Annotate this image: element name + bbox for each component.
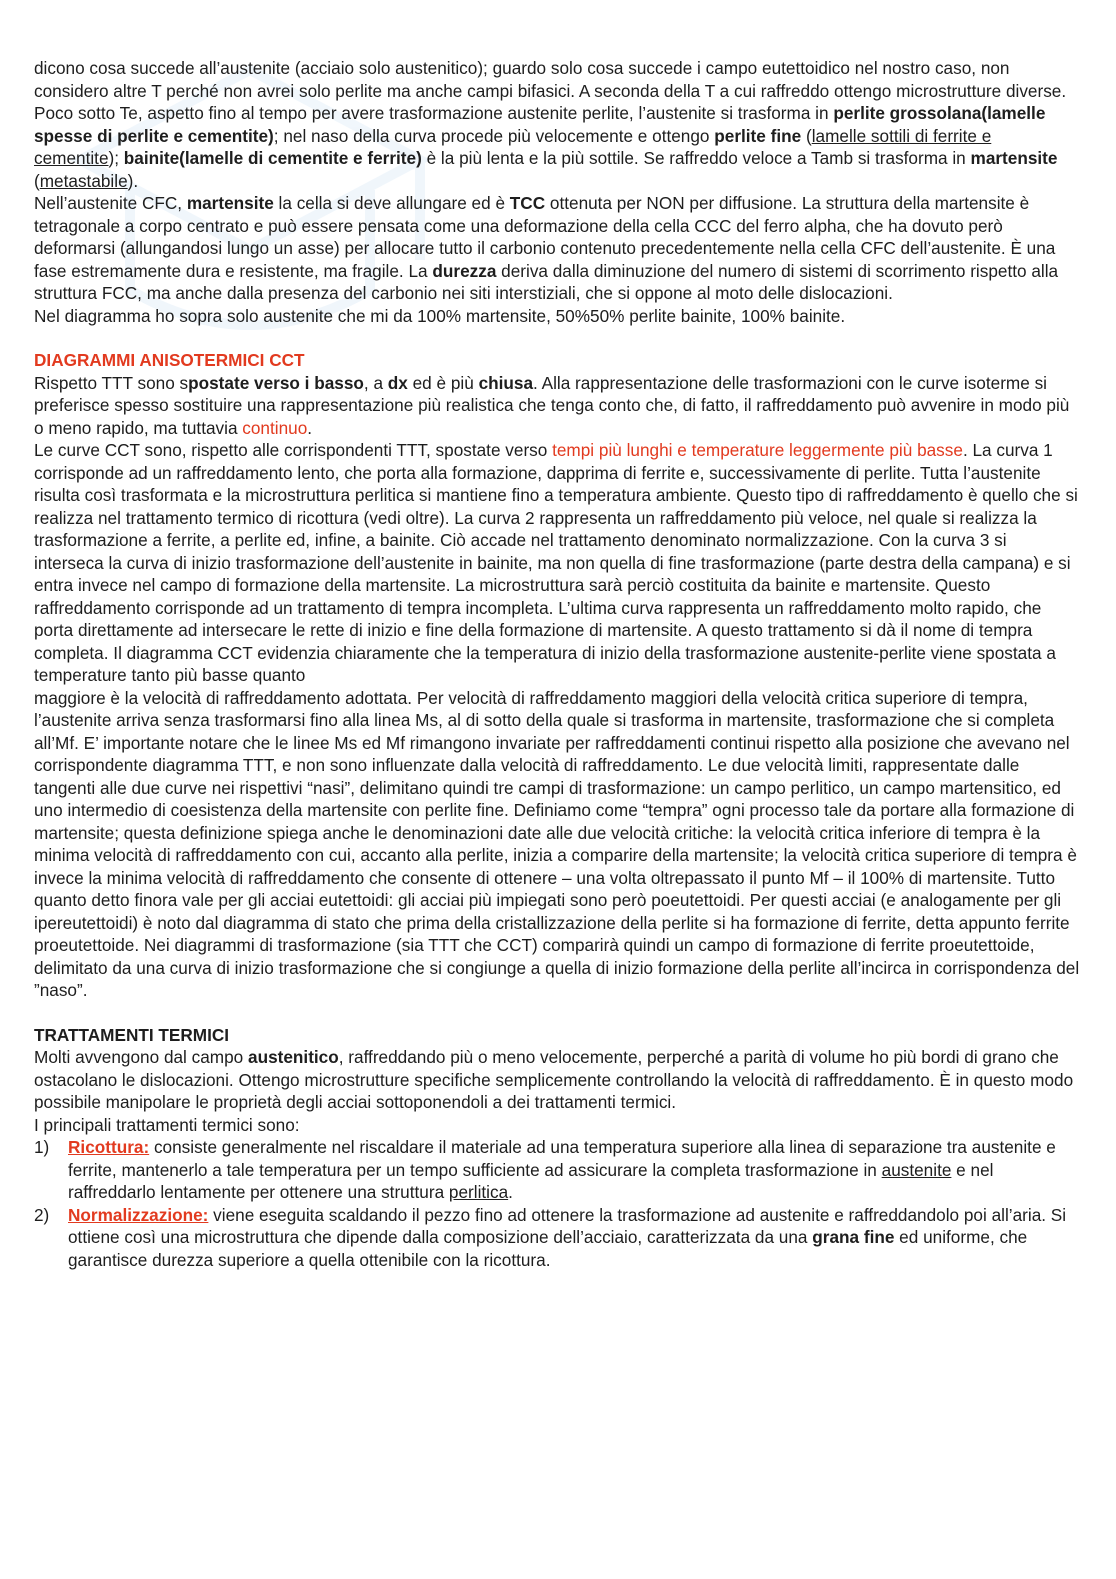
- section-heading-cct: DIAGRAMMI ANISOTERMICI CCT: [34, 350, 305, 370]
- intro-paragraph-3: Nell’austenite CFC, martensite la cella si deve allungare ed è TCC ottenuta per NON per diffusione. La struttura della martensite è tetragonale a corpo centrato e può essere pensata come una deformazione della cella CCC del ferro alpha, che ha dovuto però deformarsi (allungandosi lungo un asse) per allocare tutto il carbonio contenuto precedentemente nella cella CFC dell’austenite. È una fase estremamente dura e resistente, ma fragile. La durezza deriva dalla diminuzione del numero di sistemi di scorrimento rispetto alla struttura FCC, ma anche dalla presenza del carbonio nei siti interstiziali, che si oppone al moto delle dislocazioni.: [34, 193, 1059, 303]
- list-item: 1) Ricottura: consiste generalmente nel riscaldare il materiale ad una temperatura superiore alla linea di separazione tra austenite e ferrite, mantenerlo a tale temperatura per un tempo sufficiente ad assicurare la completa trasformazione in austenite e nel raffreddarlo lentamente per ottenere una struttura perlitica.: [34, 1137, 1056, 1202]
- tt-paragraph-2: I principali trattamenti termici sono:: [34, 1114, 300, 1135]
- treatments-list: [34, 1136, 1080, 1271]
- intro-paragraph-1: dicono cosa succede all’austenite (acciaio solo austenitico); guardo solo cosa succede i campo eutettoidico nel nostro caso, non considero altre T perché non avrei solo perlite ma anche campi bifasici. A seconda della T a cui raffreddo ottengo microstrutture diverse.: [34, 58, 1067, 101]
- intro-paragraph-4: Nel diagramma ho sopra solo austenite che mi da 100% martensite, 50%50% perlite bainite, 100% bainite.: [34, 305, 846, 326]
- term-normalizzazione: Normalizzazione:: [68, 1204, 209, 1225]
- cct-paragraph-2: Le curve CCT sono, rispetto alle corrispondenti TTT, spostate verso tempi più lunghi e temperature leggermente più basse. La curva 1 corrisponde ad un raffreddamento lento, che porta alla formazione, dapprima di ferrite e, successivamente di perlite. Tutta l’austenite risulta così trasformata e la microstruttura perlitica si mantiene fino a temperatura ambiente. Questo tipo di raffreddamento è quello che si realizza nel trattamento termico di ricottura (vedi oltre). La curva 2 rappresenta un raffreddamento più veloce, nel quale si realizza la trasformazione a ferrite, a perlite ed, infine, a bainite. Ciò accade nel trattamento denominato normalizzazione. Con la curva 3 si interseca la curva di inizio trasformazione dell’austenite in bainite, ma non quella di fine trasformazione (parte destra della campana) e si entra invece nel campo di formazione della martensite. La microstruttura sarà perciò costituita da bainite e martensite. Questo raffreddamento corrisponde ad un trattamento di tempra incompleta. L’ultima curva rappresenta un raffreddamento molto rapido, che porta direttamente ad intersecare le rette di inizio e fine della formazione di martensite. A questo trattamento si dà il nome di tempra completa. Il diagramma CCT evidenzia chiaramente che la temperatura di inizio della trasformazione austenite-perlite viene spostata a temperature tanto più basse quanto: [34, 440, 1078, 685]
- intro-paragraph-2: Poco sotto Te, aspetto fino al tempo per avere trasformazione austenite perlite, l’austenite si trasforma in perlite grossolana(lamelle spesse di perlite e cementite); nel naso della curva procede più velocemente e ottengo perlite fine (lamelle sottili di ferrite e cementite); bainite(lamelle di cementite e ferrite) è la più lenta e la più sottile. Se raffreddo veloce a Tamb si trasforma in martensite (metastabile).: [34, 103, 1058, 191]
- list-item: 2) Normalizzazione: viene eseguita scaldando il pezzo fino ad ottenere la trasformazione ad austenite e raffreddandolo poi all’aria. Si ottiene così una microstruttura che dipende dalla composizione dell’acciaio, caratterizzata da una grana fine ed uniforme, che garantisce durezza superiore a quella ottenibile con la ricottura.: [34, 1204, 1067, 1270]
- cct-paragraph-1: Rispetto TTT sono spostate verso i basso, a dx ed è più chiusa. Alla rappresentazione delle trasformazioni con le curve isoterme si preferisce spesso sostituire una rappresentazione più realistica che tenga conto che, di fatto, il raffreddamento può avvenire in modo più o meno rapido, ma tuttavia continuo.: [34, 372, 1070, 438]
- term-ricottura: Ricottura:: [68, 1137, 150, 1157]
- text-column: [34, 57, 1080, 1271]
- term-perlite-grossolana: perlite grossolana(lamelle spesse di perlite e cementite): [34, 103, 1046, 146]
- term-perlite-fine: perlite fine: [714, 125, 802, 146]
- section-heading-trattamenti: TRATTAMENTI TERMICI: [34, 1024, 230, 1045]
- cct-paragraph-3: maggiore è la velocità di raffreddamento adottata. Per velocità di raffreddamento maggiori della velocità critica superiore di tempra, l’austenite arriva senza trasformarsi fino alla linea Ms, al di sotto della quale si trasforma in martensite, trasformazione che si completa all’Mf. E’ importante notare che le linee Ms ed Mf rimangono invariate per raffreddamenti continui rispetto alla posizione che avevano nel corrispondente diagramma TTT, e non sono influenzate dalla velocità di raffreddamento. Le due velocità limiti, rappresentate dalle tangenti alle due curve nei rispettivi “nasi”, delimitano quindi tre campi di trasformazione: un campo perlitico, un campo martensitico, ed uno intermedio di coesistenza della martensite con perlite fine. Definiamo come “tempra” ogni processo tale da portare alla formazione di martensite; questa definizione spiega anche le denominazioni date alle due velocità critiche: la velocità critica inferiore di tempra è la minima velocità di raffreddamento con cui, accanto alla perlite, inizia a comparire della martensite; la velocità critica superiore di tempra è invece la minima velocità di raffreddamento che consente di ottenere – una volta oltrepassato il punto Mf – il 100% di martensite. Tutto quanto detto finora vale per gli acciai eutettoidi: gli acciai più impiegati sono però poeutettoidi. Per questi acciai (e analogamente per gli ipereutettoidi) è noto dal diagramma di stato che prima della cristallizzazione della perlite si ha formazione di ferrite, detta appunto ferrite proeutettoide. Nei diagrammi di trasformazione (sia TTT che CCT) comparirà quindi un campo di formazione di ferrite proeutettoide, delimitato da una curva di inizio trasformazione che si congiunge a quella di inizio formazione della perlite all’incirca in corrispondenza del ”naso”.: [34, 687, 1080, 1000]
- tt-paragraph-1: Molti avvengono dal campo austenitico, raffreddando più o meno velocemente, perperché a parità di volume ho più bordi di grano che ostacolano le dislocazioni. Ottengo microstrutture specifiche semplicemente controllando la velocità di raffreddamento. È in questo modo possibile manipolare le proprietà degli acciai sottoponendoli a dei trattamenti termici.: [34, 1047, 1074, 1112]
- term-bainite: bainite(lamelle di cementite e ferrite): [123, 148, 422, 168]
- term-martensite: martensite: [970, 148, 1058, 168]
